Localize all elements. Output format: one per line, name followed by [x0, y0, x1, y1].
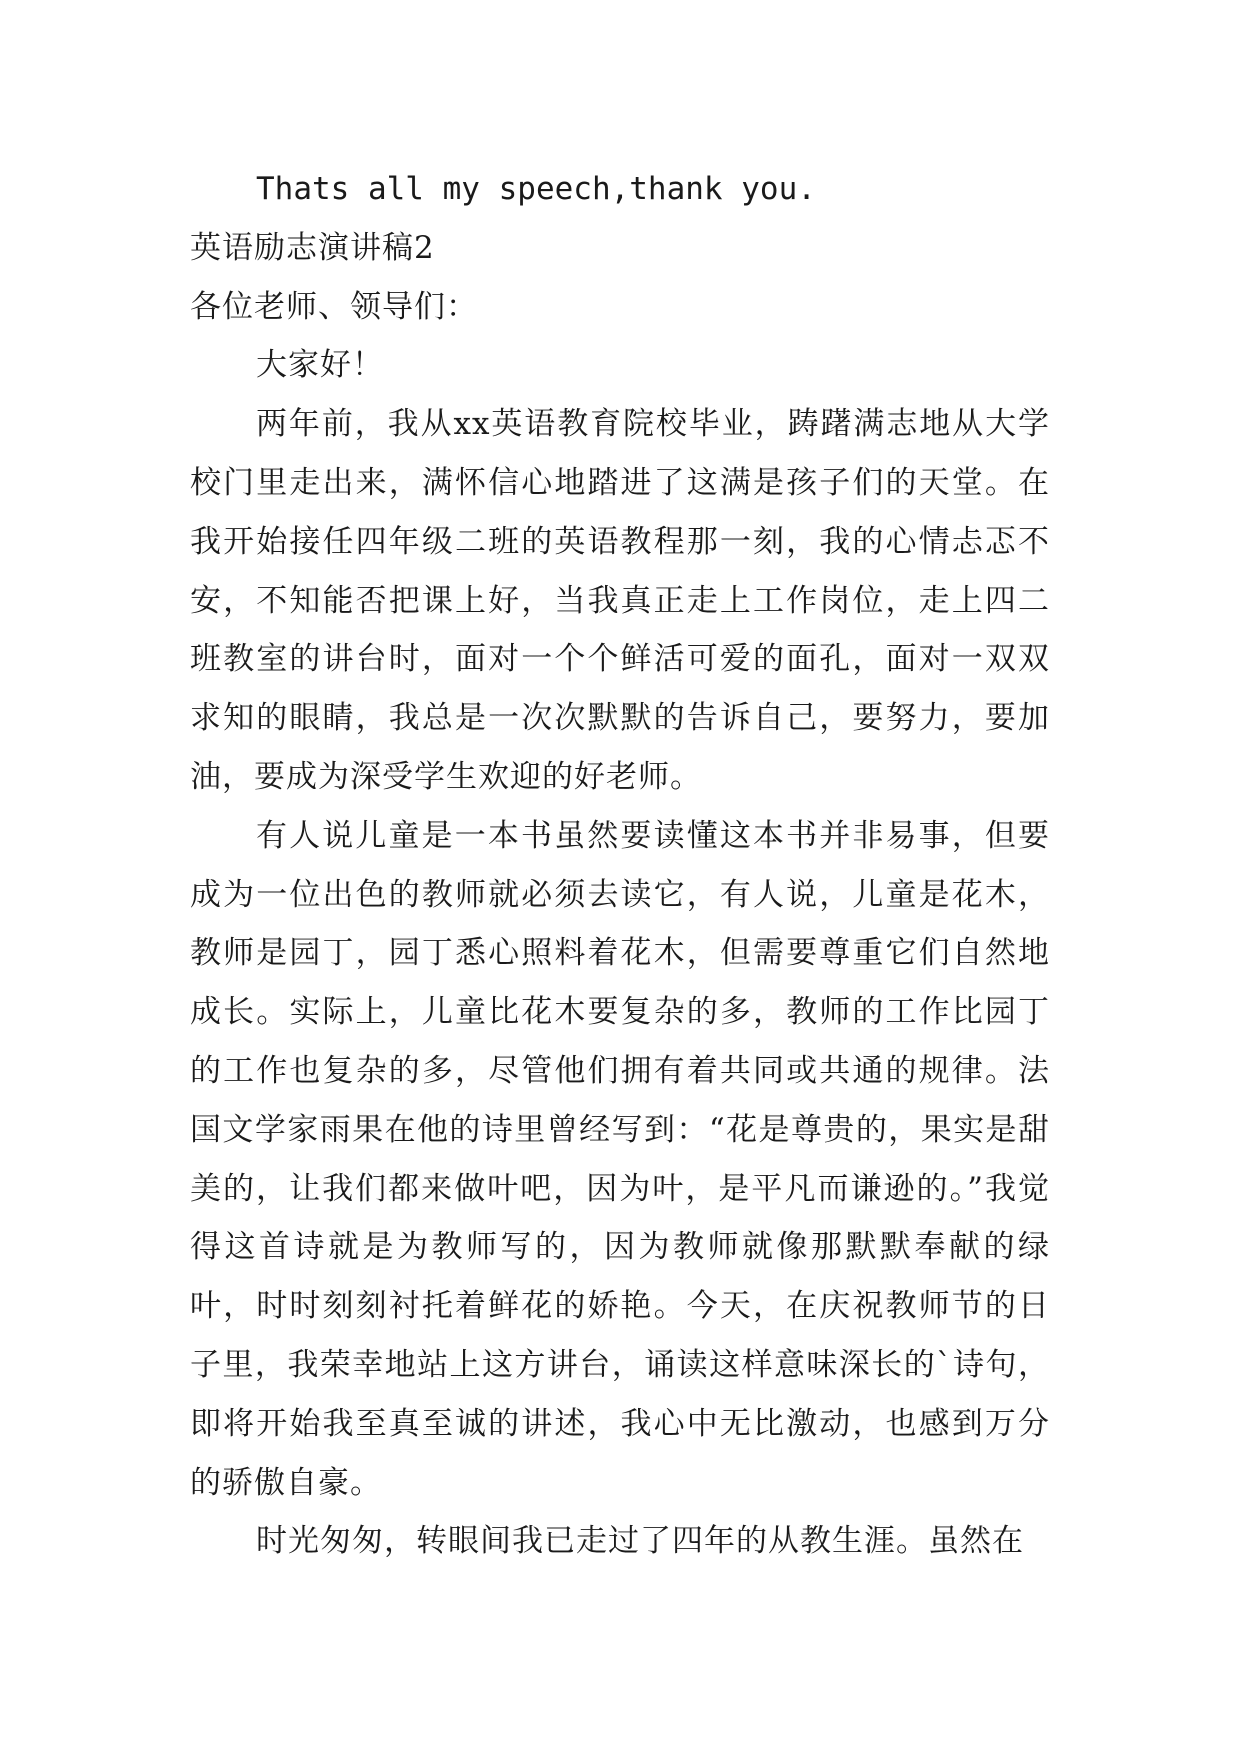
- speech-paragraphs: [190, 395, 1050, 1571]
- salutation: 各位老师、领导们：: [190, 288, 478, 325]
- closing-line: Thats all my speech,thank you.: [256, 171, 816, 207]
- greeting: 大家好！: [256, 347, 384, 384]
- paragraph-2: 有人说儿童是一本书虽然要读懂这本书并非易事，但要成为一位出色的教师就必须去读它，有人说，儿童是花木，教师是园丁，园丁悉心照料着花木，但需要尊重它们自然地成长。实际上，儿童比花木要复杂的多，教师的工作比园丁的工作也复杂的多，尽管他们拥有着共同或共通的规律。法国文学家雨果在他的诗里曾经写到：“花是尊贵的，果实是甜美的，让我们都来做叶吧，因为叶，是平凡而谦逊的。”我觉得这首诗就是为教师写的，因为教师就像那默默奉献的绿叶，时时刻刻衬托着鲜花的娇艳。今天，在庆祝教师节的日子里，我荣幸地站上这方讲台，诵读这样意味深长的`诗句，即将开始我至真至诚的讲述，我心中无比激动，也感到万分的骄傲自豪。: [190, 817, 1050, 1501]
- paragraph-3: 时光匆匆，转眼间我已走过了四年的从教生涯。虽然在: [256, 1523, 1024, 1560]
- document-body: [190, 160, 1050, 1571]
- speech-title: 英语励志演讲稿2: [190, 229, 435, 266]
- paragraph-1: 两年前，我从xx英语教育院校毕业，踌躇满志地从大学校门里走出来，满怀信心地踏进了这满是孩子们的天堂。在我开始接任四年级二班的英语教程那一刻，我的心情忐忑不安，不知能否把课上好，当我真正走上工作岗位，走上四二班教室的讲台时，面对一个个鲜活可爱的面孔，面对一双双求知的眼睛，我总是一次次默默的告诉自己，要努力，要加油，要成为深受学生欢迎的好老师。: [190, 406, 1050, 795]
